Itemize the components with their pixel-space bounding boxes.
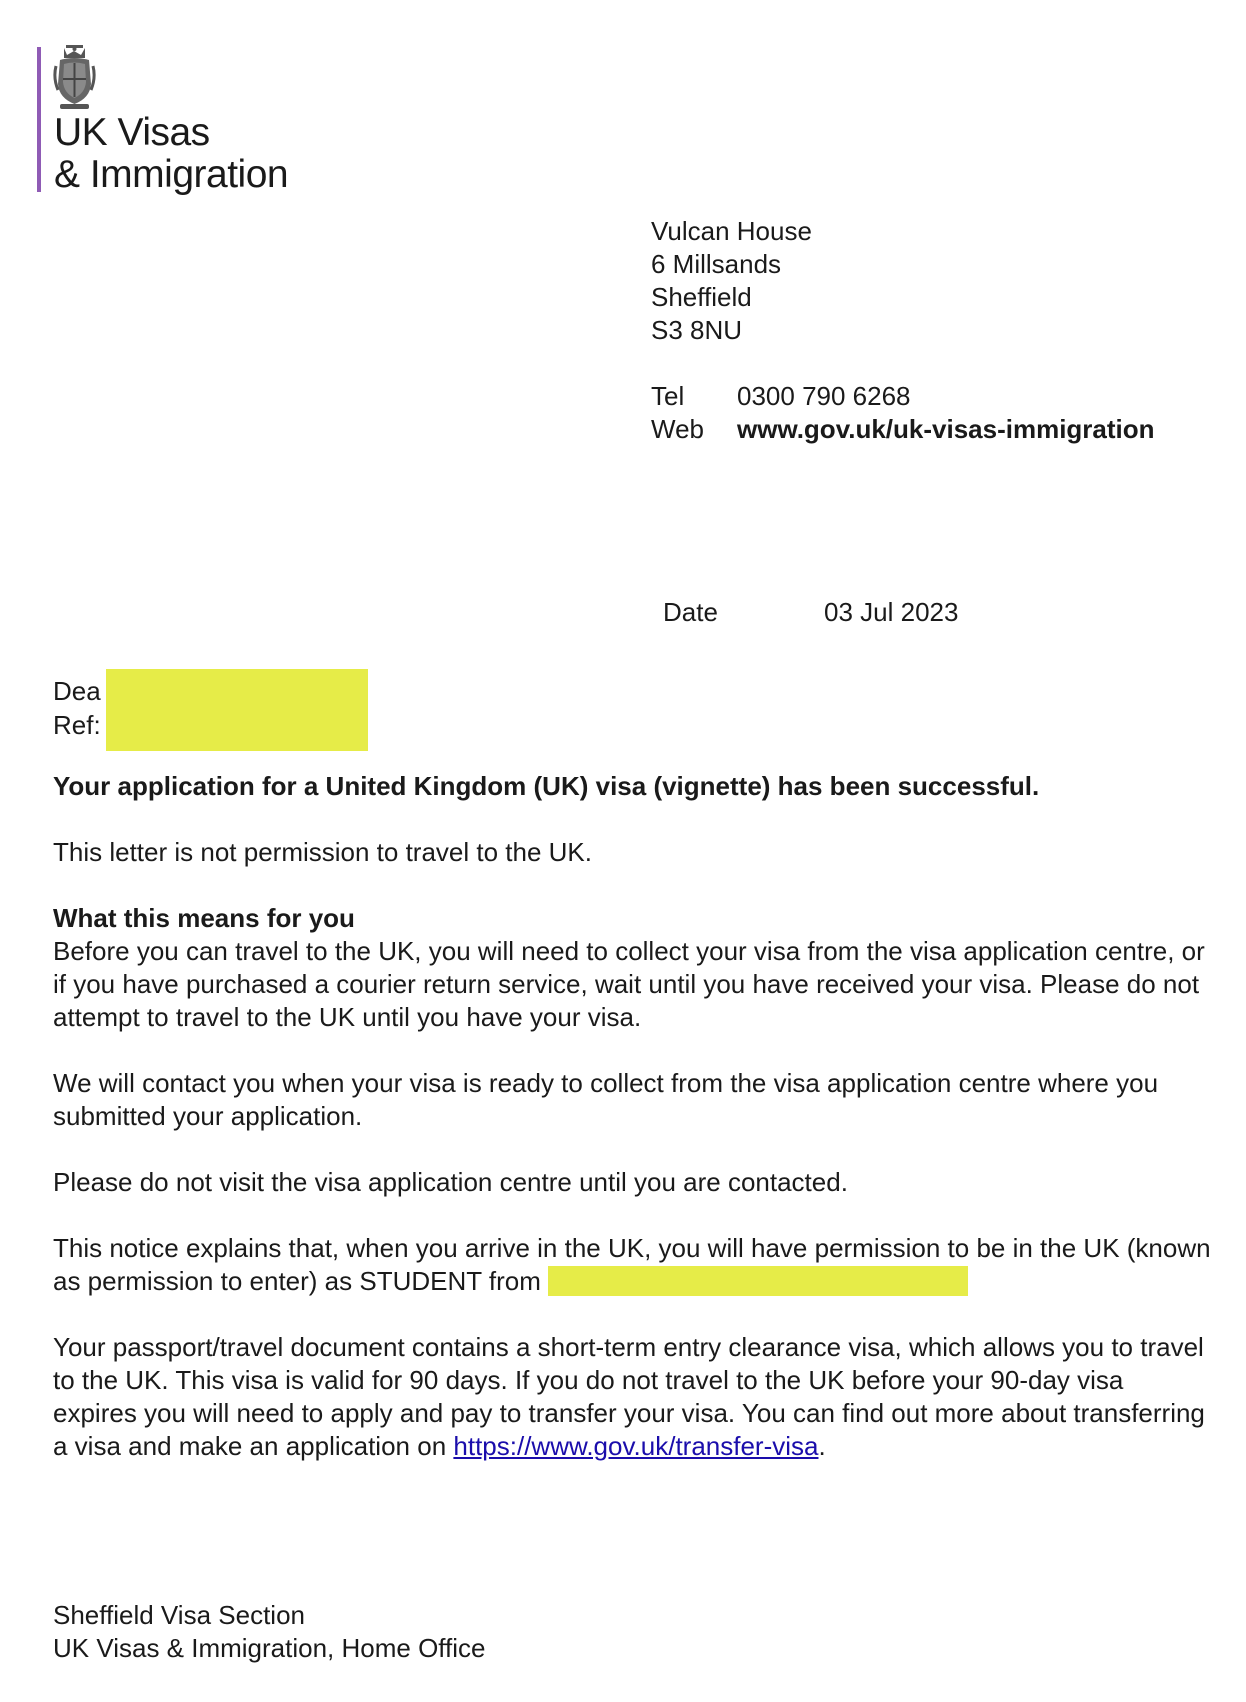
paragraph-passport <box>53 1331 1213 1463</box>
brand-name-line1: UK Visas <box>54 111 210 154</box>
notice-text: This notice explains that, when you arrive in the UK, you will have permission to be in the UK (known as permission to enter) as STUDENT from <box>53 1233 1211 1296</box>
date-label: Date <box>663 597 718 627</box>
headline: Your application for a United Kingdom (UK) visa (vignette) has been successful. <box>53 771 1040 801</box>
tel-row <box>651 380 1155 413</box>
royal-crest-icon <box>52 44 97 114</box>
signoff <box>53 1599 486 1665</box>
passport-text: Your passport/travel document contains a short-term entry clearance visa, which allows you to travel to the UK. This visa is valid for 90 days. If you do not travel to the UK before your 90-day visa expires you will need to apply and pay to transfer your visa. You can find out more about transferring a visa and make an application on <box>53 1332 1205 1461</box>
letter-date <box>663 597 958 628</box>
salutation <box>53 674 101 742</box>
paragraph-contact: We will contact you when your visa is ready to collect from the visa application centre where you submitted your application. <box>53 1068 1159 1131</box>
brand-name-line2: & Immigration <box>54 153 289 196</box>
paragraph-not-permission: This letter is not permission to travel to the UK. <box>53 837 592 867</box>
paragraph-notice <box>53 1232 1213 1298</box>
web-label: Web <box>651 414 704 444</box>
signoff-line2: UK Visas & Immigration, Home Office <box>53 1633 486 1663</box>
address-line: Vulcan House <box>651 216 812 246</box>
signoff-line1: Sheffield Visa Section <box>53 1600 305 1630</box>
date-value: 03 Jul 2023 <box>824 597 959 627</box>
redaction-highlight-date <box>548 1266 968 1296</box>
reference-label: Ref: <box>53 710 101 740</box>
dear-text: Dea <box>53 676 101 706</box>
section-title: What this means for you <box>53 903 355 933</box>
web-value: www.gov.uk/uk-visas-immigration <box>737 414 1155 444</box>
period: . <box>818 1431 826 1461</box>
sender-address <box>651 215 812 347</box>
letter-body <box>53 770 1213 1463</box>
transfer-visa-link[interactable]: https://www.gov.uk/transfer-visa <box>453 1431 819 1461</box>
web-row <box>651 413 1155 446</box>
redaction-highlight-name <box>106 669 368 751</box>
paragraph-do-not-visit: Please do not visit the visa application centre until you are contacted. <box>53 1167 848 1197</box>
address-line: Sheffield <box>651 282 752 312</box>
address-postcode: S3 8NU <box>651 315 743 345</box>
paragraph-collect-visa: Before you can travel to the UK, you will need to collect your visa from the visa application centre, or if you have purchased a courier return service, wait until you have received your visa. Please do not attempt to travel to the UK until you have your visa. <box>53 936 1205 1032</box>
tel-value: 0300 790 6268 <box>737 381 911 411</box>
address-line: 6 Millsands <box>651 249 782 279</box>
brand-accent-bar <box>37 47 41 192</box>
contact-block <box>651 380 1155 446</box>
tel-label: Tel <box>651 381 685 411</box>
